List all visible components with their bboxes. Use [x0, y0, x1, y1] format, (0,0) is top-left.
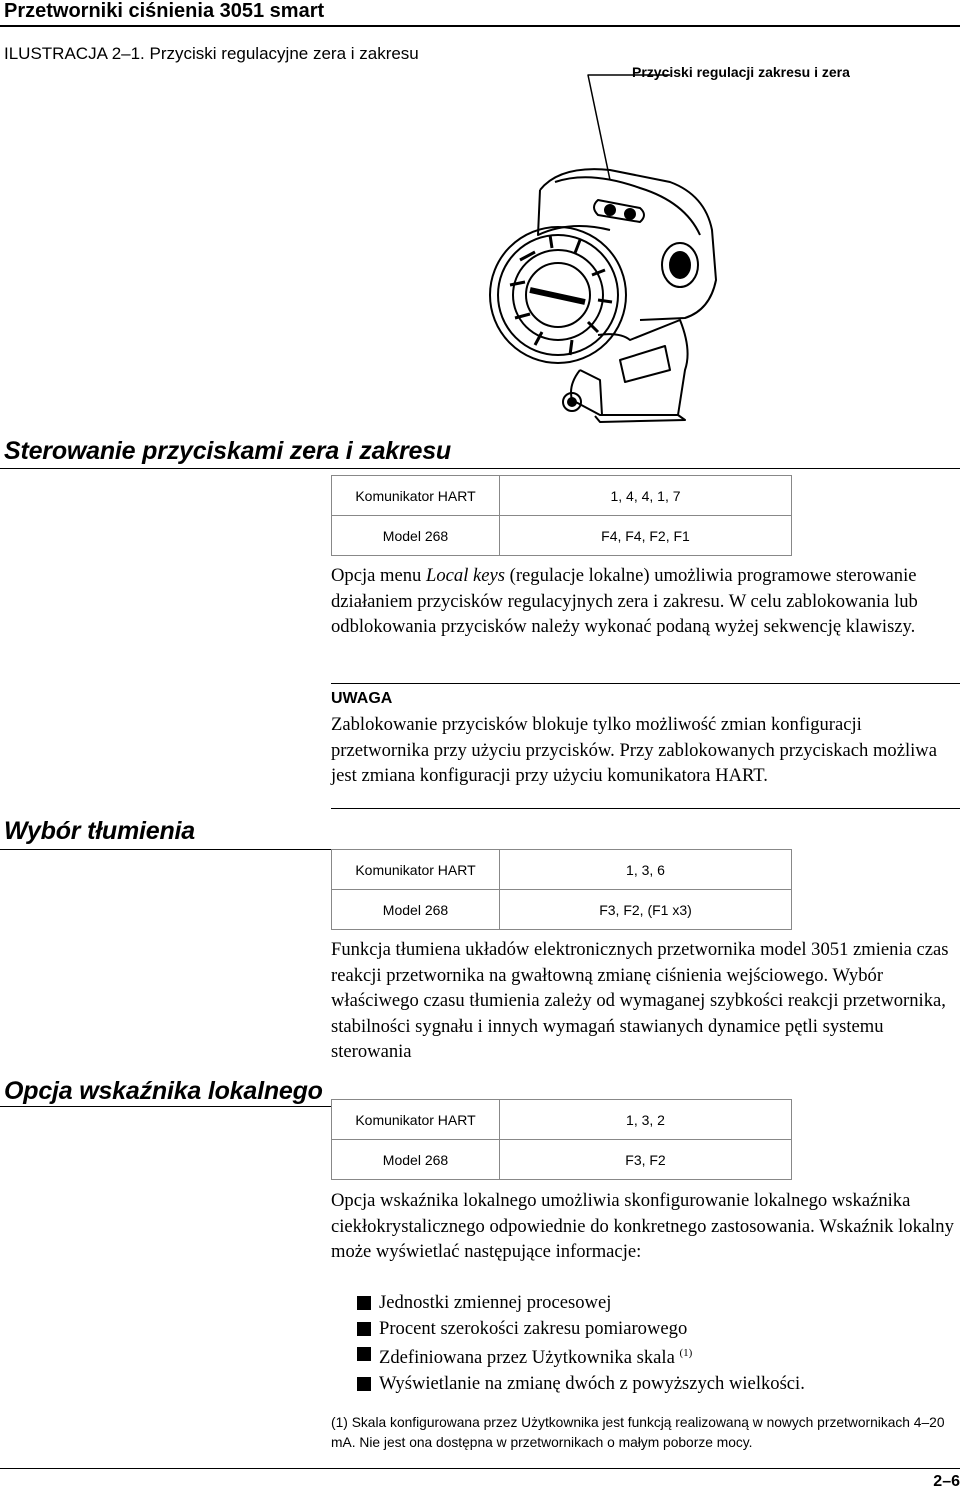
note-bottom-rule — [331, 808, 960, 809]
device-label: Model 268 — [332, 1140, 500, 1180]
table-row — [332, 890, 792, 930]
emphasis-text: Local keys — [426, 565, 506, 586]
section-heading-damping: Wybór tłumienia — [4, 817, 196, 845]
list-item — [357, 1341, 805, 1371]
section-heading-zero-span: Sterowanie przyciskami zera i zakresu — [4, 437, 451, 465]
key-sequence: F3, F2 — [500, 1140, 792, 1180]
footer-rule — [0, 1468, 960, 1469]
section-heading-local-display: Opcja wskaźnika lokalnego — [4, 1077, 323, 1105]
table-row — [332, 1140, 792, 1180]
key-sequence: F3, F2, (F1 x3) — [500, 890, 792, 930]
paragraph-text: Opcja menu — [331, 565, 427, 586]
note-label: UWAGA — [331, 690, 393, 707]
key-sequence: 1, 3, 6 — [500, 850, 792, 890]
section-rule — [0, 1106, 331, 1107]
footnote: (1) Skala konfigurowana przez Użytkownika jest funkcją realizowaną w nowych przetwornikach 4–20 mA. Nie jest ona dostępna w przetwornikach o małym poborze mocy. — [331, 1415, 945, 1450]
list-item — [357, 1316, 805, 1342]
device-label: Komunikator HART — [332, 850, 500, 890]
table-row — [332, 516, 792, 556]
key-sequence-table-zero-span — [331, 475, 792, 556]
section-rule — [0, 849, 331, 850]
bullet-square-icon — [357, 1322, 371, 1336]
device-label: Model 268 — [332, 516, 500, 556]
key-sequence-table-local-display — [331, 1099, 792, 1180]
note-top-rule — [331, 683, 960, 684]
key-sequence-table-damping — [331, 849, 792, 930]
device-label: Model 268 — [332, 890, 500, 930]
list-item-text: Zdefiniowana przez Użytkownika skala — [379, 1347, 675, 1368]
document-title: Przetworniki ciśnienia 3051 smart — [4, 0, 325, 22]
section-rule — [0, 468, 960, 469]
note-text: Zablokowanie przycisków blokuje tylko możliwość zmian konfiguracji przetwornika przy użyciu przycisków. Przy zablokowanych przyciskach możliwa jest zmiana konfiguracji przy użyciu komunikatora HART. — [331, 714, 937, 786]
figure-callout-label: Przyciski regulacji zakresu i zera — [632, 64, 850, 80]
list-item — [357, 1290, 805, 1316]
local-display-paragraph: Opcja wskaźnika lokalnego umożliwia skonfigurowanie lokalnego wskaźnika ciekłokrystalicznego odpowiednie do konkretnego zastosowania. Wskaźnik lokalny może wyświetlać następujące informacje: — [331, 1190, 954, 1262]
list-item-text: Wyświetlanie na zmianę dwóch z powyższych wielkości. — [379, 1372, 805, 1394]
list-item — [357, 1371, 805, 1397]
bullet-square-icon — [357, 1347, 371, 1361]
key-sequence: F4, F4, F2, F1 — [500, 516, 792, 556]
paragraph-text: (regulacje lokalne) umożliwia programowe sterowanie działaniem przycisków regulacyjnych zera i zakresu. W celu zablokowania lub odblokowania przycisków należy wykonać podaną wyżej sekwencję klawiszy. — [331, 565, 918, 637]
zero-span-paragraph — [331, 563, 956, 640]
key-sequence: 1, 3, 2 — [500, 1100, 792, 1140]
bullet-square-icon — [357, 1296, 371, 1310]
table-row — [332, 476, 792, 516]
footnote-marker: (1) — [679, 1347, 693, 1359]
device-label: Komunikator HART — [332, 476, 500, 516]
table-row — [332, 850, 792, 890]
figure-caption: ILUSTRACJA 2–1. Przyciski regulacyjne zera i zakresu — [4, 44, 419, 63]
header-rule — [0, 25, 960, 27]
page-number: 2–6 — [933, 1473, 960, 1490]
callout-leader-line — [588, 75, 670, 180]
key-sequence: 1, 4, 4, 1, 7 — [500, 476, 792, 516]
damping-paragraph: Funkcja tłumiena układów elektronicznych przetwornika model 3051 zmienia czas reakcji przetwornika na gwałtowną zmianę ciśnienia wejściowego. Wybór właściwego czasu tłumienia zależy od wymaganej szybkości reakcji przetwornika, stabilności sygnału i innych wymagań stawianych dynamice pętli systemu sterowania — [331, 939, 949, 1062]
list-item-text: Jednostki zmiennej procesowej — [379, 1292, 612, 1313]
display-options-list — [357, 1290, 805, 1396]
list-item-text: Procent szerokości zakresu pomiarowego — [379, 1317, 688, 1339]
transmitter-illustration — [480, 70, 780, 430]
table-row — [332, 1100, 792, 1140]
device-label: Komunikator HART — [332, 1100, 500, 1140]
bullet-square-icon — [357, 1377, 371, 1391]
